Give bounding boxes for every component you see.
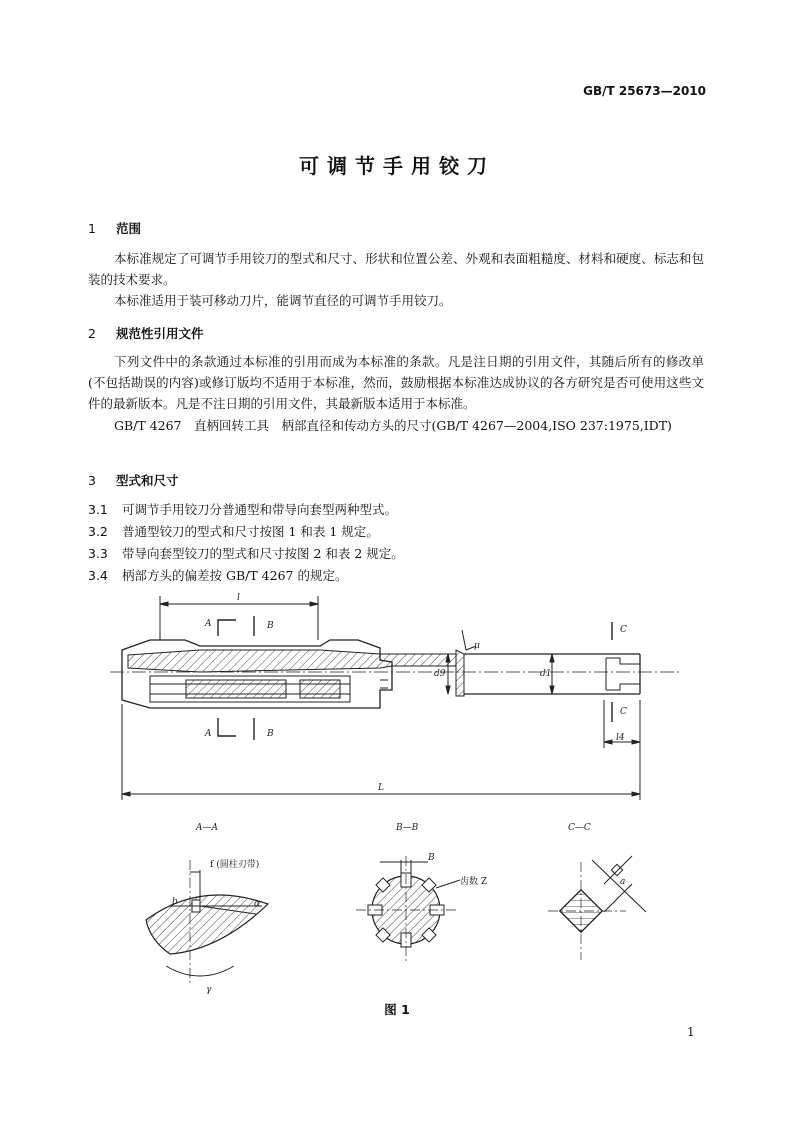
dim-l-label: l: [237, 593, 240, 603]
section-2-title: 规范性引用文件: [116, 326, 204, 341]
section-1-title: 范围: [116, 221, 142, 236]
B-width-label: B: [428, 853, 435, 863]
clause-3-2: [88, 522, 379, 540]
section-2-heading: [88, 324, 204, 342]
standard-code: GB/T 25673—2010: [583, 84, 706, 98]
gamma-label: γ: [206, 985, 212, 995]
section-mark-C-top: C: [620, 625, 627, 635]
section-3-title: 型式和尺寸: [116, 473, 179, 488]
d1-label: d1: [540, 669, 552, 679]
section-1-number: 1: [88, 221, 96, 236]
view-BB-label: B—B: [396, 823, 419, 833]
figure-caption: 图 1: [384, 1002, 410, 1017]
section-1-heading: [88, 219, 141, 237]
clause-text: 柄部方头的偏差按 GB/T 4267 的规定。: [122, 568, 348, 583]
clause-3-1: [88, 500, 397, 518]
section-mark-B-bottom: B: [267, 729, 274, 739]
clause-number: 3.1: [88, 502, 108, 517]
dim-l4-label: l4: [616, 733, 625, 743]
clause-number: 3.4: [88, 568, 108, 583]
clause-number: 3.2: [88, 524, 108, 539]
d9-label: d9: [434, 669, 446, 679]
section-1-paragraph-2: 本标准适用于装可移动刀片，能调节直径的可调节手用铰刀。: [114, 293, 452, 308]
view-AA-label: A—A: [196, 823, 218, 833]
section-2-paragraph-1: 下列文件中的条款通过本标准的引用而成为本标准的条款。凡是注日期的引用文件，其随后所有的修改单(不包括勘误的内容)或修订版均不适用于本标准，然而，鼓励根据本标准达成协议的各方研究是否可使用这些文件的最新版本。凡是不注日期的引用文件，其最新版本适用于本标准。: [88, 354, 704, 411]
section-2-number: 2: [88, 326, 96, 341]
section-3-number: 3: [88, 473, 96, 488]
normative-reference: GB/T 4267 直柄回转工具 柄部直径和传动方头的尺寸(GB/T 4267—2004,ISO 237:1975,IDT): [114, 418, 672, 433]
clause-3-3: [88, 544, 404, 562]
clause-text: 普通型铰刀的型式和尺寸按图 1 和表 1 规定。: [122, 524, 379, 539]
document-title: 可调节手用铰刀: [299, 154, 495, 178]
f-land-label: f (圆柱刃带): [210, 860, 260, 870]
view-CC-label: C—C: [568, 823, 591, 833]
clause-number: 3.3: [88, 546, 108, 561]
section-mark-B-top: B: [267, 621, 274, 631]
clause-text: 带导向套型铰刀的型式和尺寸按图 2 和表 2 规定。: [122, 546, 404, 561]
b-label: b: [172, 897, 178, 907]
section-3-heading: [88, 471, 179, 489]
clause-text: 可调节手用铰刀分普通型和带导向套型两种型式。: [122, 502, 398, 517]
figure-1-drawing: [0, 585, 794, 997]
alpha-label: α: [254, 899, 261, 909]
section-mark-C-bottom: C: [620, 707, 627, 717]
teeth-count-label: 齿数 Z: [460, 877, 488, 887]
clause-3-4: [88, 566, 347, 584]
a-label: a: [620, 877, 626, 887]
dim-L-label: L: [378, 783, 384, 793]
page-number: 1: [687, 1025, 695, 1039]
mu-label: μ: [474, 641, 480, 651]
section-mark-A-top: A: [205, 619, 212, 629]
section-mark-A-bottom: A: [205, 729, 212, 739]
section-1-paragraph-1: 本标准规定了可调节手用铰刀的型式和尺寸、形状和位置公差、外观和表面粗糙度、材料和硬度、标志和包装的技术要求。: [88, 251, 704, 287]
